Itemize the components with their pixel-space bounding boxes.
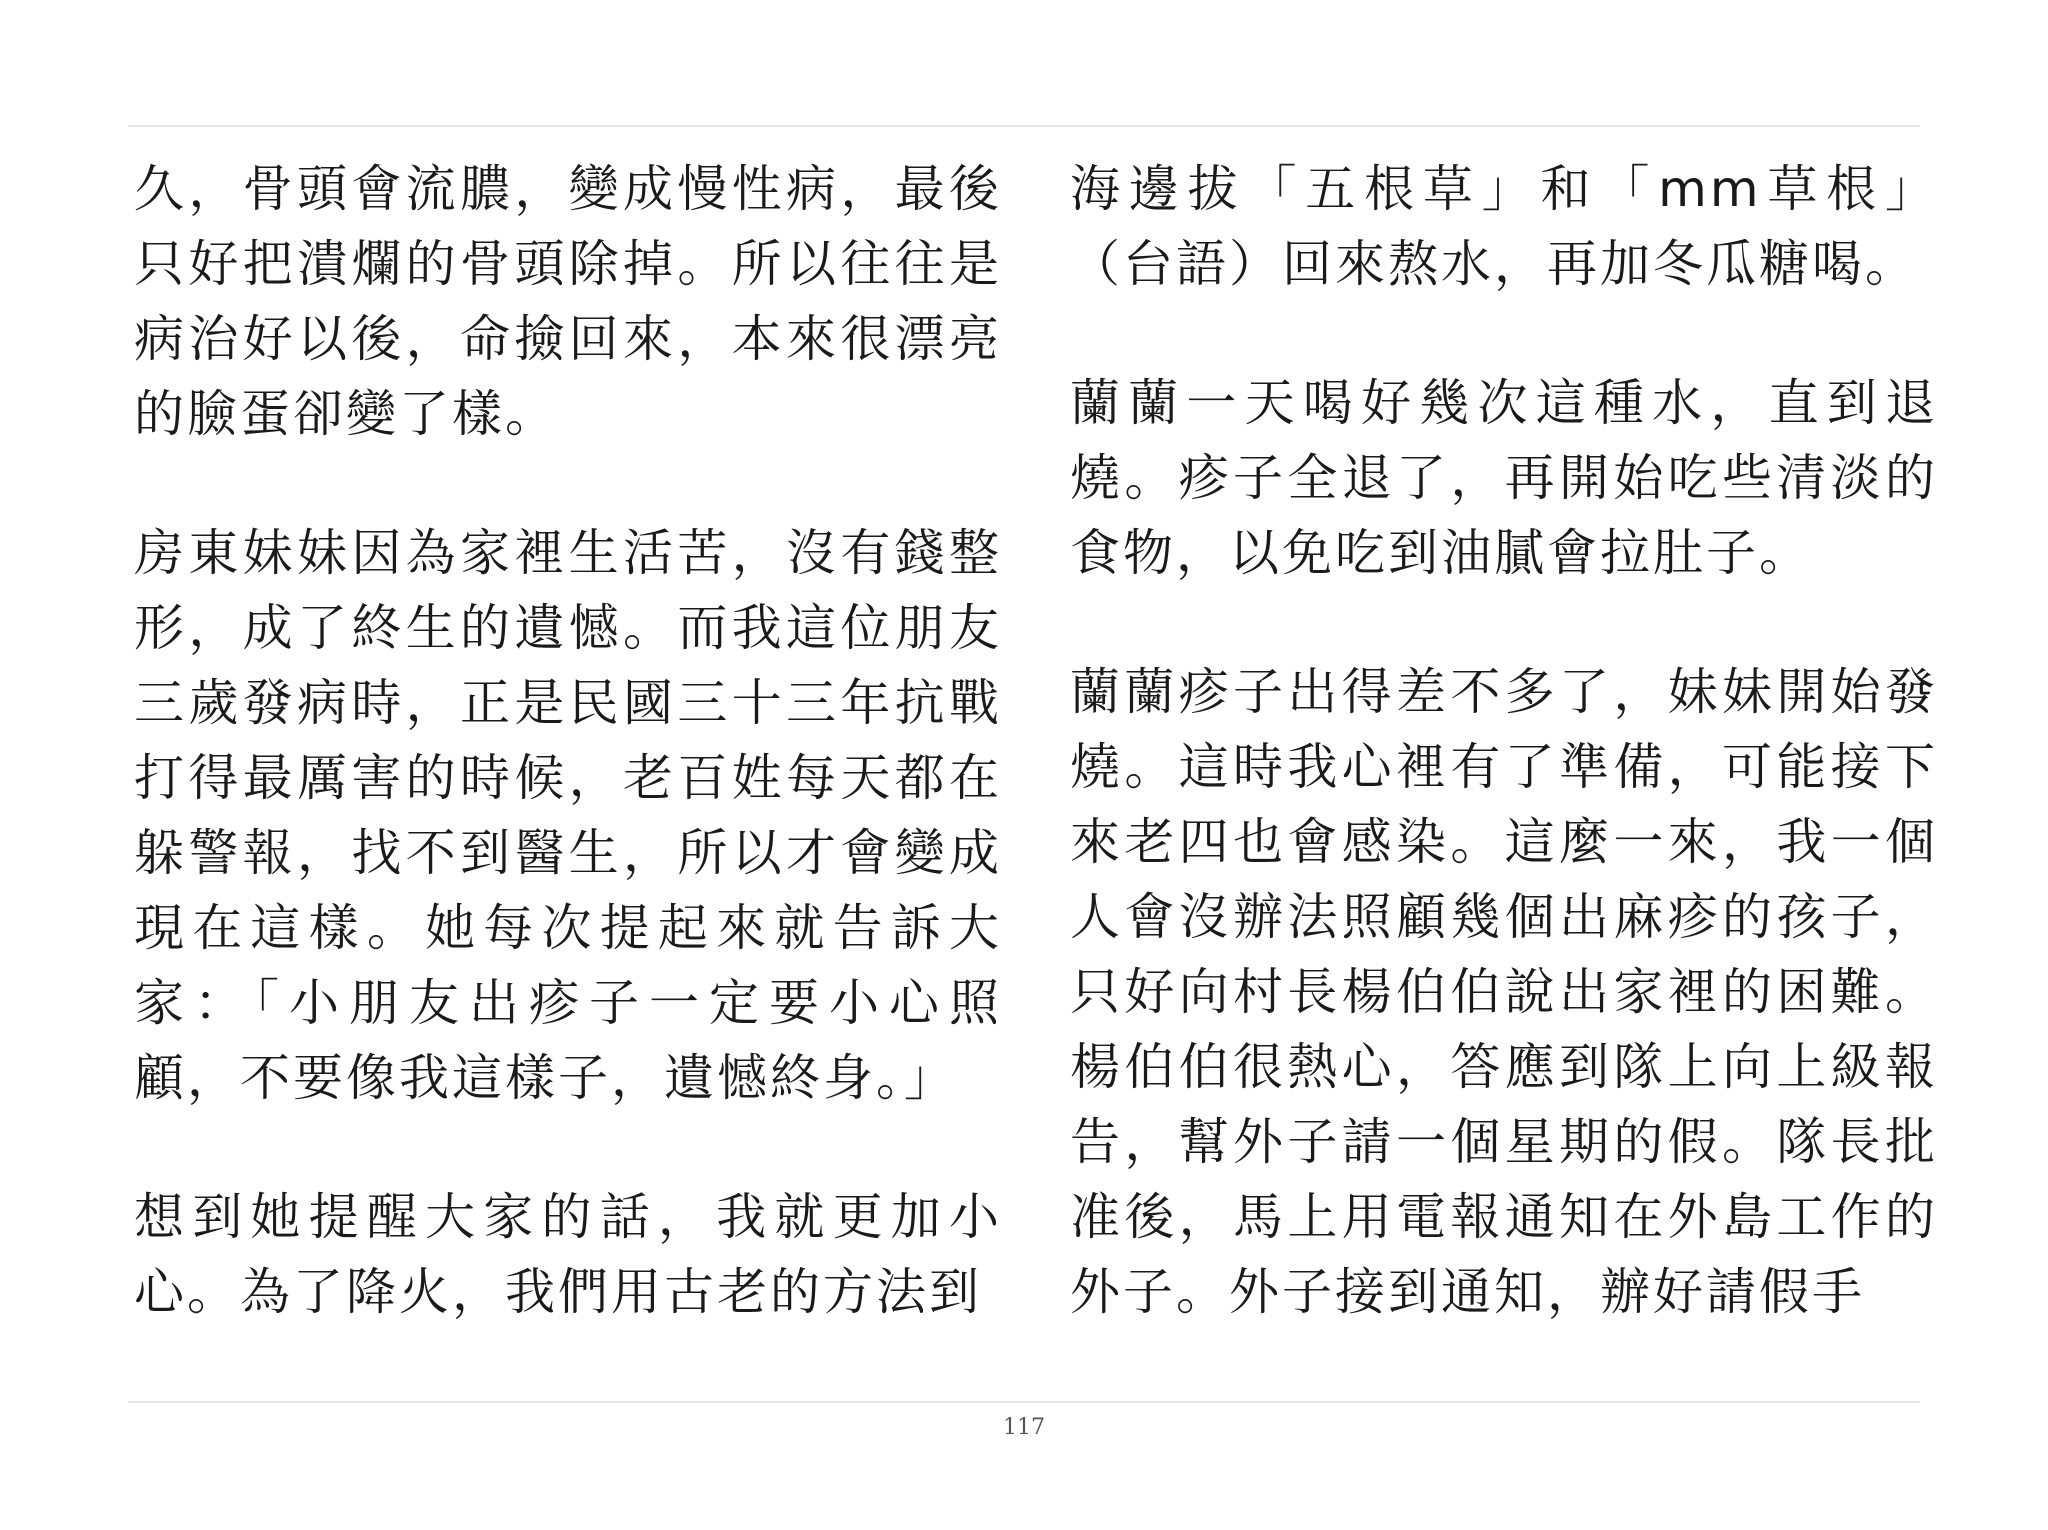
right-paragraph-2: 蘭蘭一天喝好幾次這種水，直到退燒。疹子全退了，再開始吃些清淡的食物，以免吃到油膩會拉肚子。 [1070,374,1938,582]
right-paragraph-3: 蘭蘭疹子出得差不多了，妹妹開始發燒。這時我心裡有了準備，可能接下來老四也會感染。這麼一來，我一個人會沒辦法照顧幾個出麻疹的孩子，只好向村長楊伯伯說出家裡的困難。楊伯伯很熱心，答應到隊上向上級報告，幫外子請一個星期的假。隊長批准後，馬上用電報通知在外島工作的外子。外子接到通知，辦好請假手 [1070,663,1938,1321]
right-paragraph-1: 海邊拔「五根草」和「mm草根」（台語）回來熬水，再加冬瓜糖喝。 [1070,160,1938,293]
left-text-column [134,152,1002,1330]
left-paragraph-1: 久，骨頭會流膿，變成慢性病，最後只好把潰爛的骨頭除掉。所以往往是病治好以後，命撿回來，本來很漂亮的臉蛋卻變了樣。 [134,160,1002,443]
top-divider [128,125,1920,127]
right-text-column [1070,152,1938,1330]
left-paragraph-2: 房東妹妹因為家裡生活苦，沒有錢整形，成了終生的遺憾。而我這位朋友三歲發病時，正是民國三十三年抗戰打得最厲害的時候，老百姓每天都在躲警報，找不到醫生，所以才會變成現在這樣。她每次提起來就告訴大家：「小朋友出疹子一定要小心照顧，不要像我這樣子，遺憾終身。」 [134,524,1002,1107]
page-number: 117 [1003,1415,1045,1440]
bottom-divider [128,1401,1920,1403]
left-paragraph-3: 想到她提醒大家的話，我就更加小心。為了降火，我們用古老的方法到 [134,1188,1002,1321]
